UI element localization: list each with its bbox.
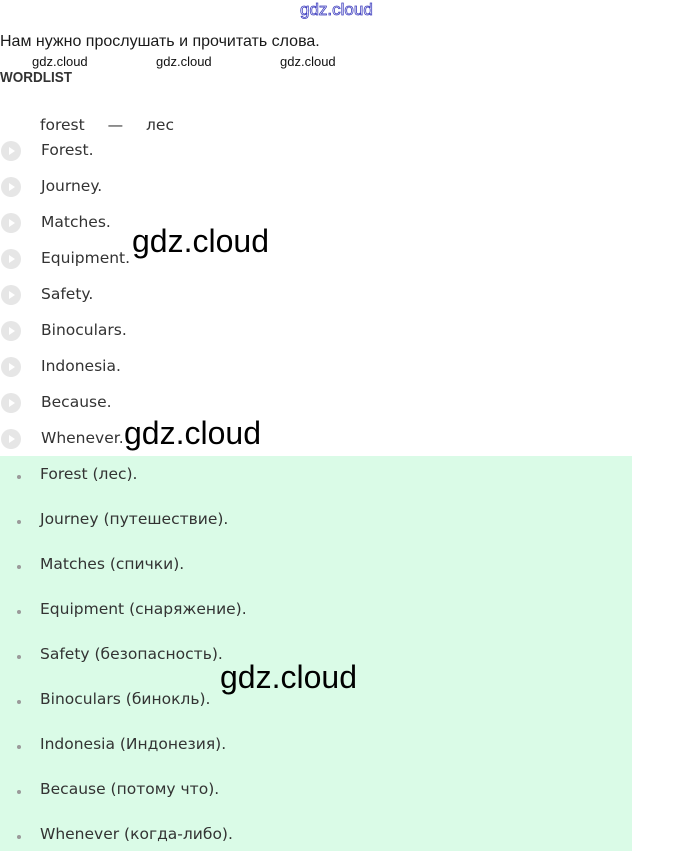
audio-word: Indonesia.: [41, 357, 121, 375]
bullet-icon: [17, 835, 21, 839]
watermark-small-1: gdz.cloud: [32, 54, 88, 69]
audio-word: Because.: [41, 393, 112, 411]
translation-text: Forest (лес).: [40, 465, 138, 483]
play-icon[interactable]: [1, 321, 21, 341]
play-icon[interactable]: [1, 213, 21, 233]
list-item: [0, 735, 632, 765]
wordlist-heading: WORDLIST: [0, 69, 72, 86]
watermark-large-3: gdz.cloud: [220, 659, 357, 695]
translation-text: Because (потому что).: [40, 780, 220, 798]
translation-text: Indonesia (Индонезия).: [40, 735, 227, 753]
bullet-icon: [17, 475, 21, 479]
translation-text: Binoculars (бинокль).: [40, 690, 211, 708]
bullet-icon: [17, 790, 21, 794]
play-icon[interactable]: [1, 357, 21, 377]
watermark-large-2: gdz.cloud: [124, 415, 261, 451]
play-icon[interactable]: [1, 429, 21, 449]
audio-row-equipment[interactable]: [0, 241, 640, 277]
bullet-icon: [17, 565, 21, 569]
translation-text: Safety (безопасность).: [40, 645, 223, 663]
translation-text: Journey (путешествие).: [40, 510, 229, 528]
translation-text: Matches (спички).: [40, 555, 185, 573]
audio-word: Equipment.: [41, 249, 131, 267]
audio-row-whenever[interactable]: [0, 421, 640, 457]
audio-word: Whenever.: [41, 429, 124, 447]
audio-word: Forest.: [41, 141, 94, 159]
watermark-small-2: gdz.cloud: [156, 54, 212, 69]
bullet-icon: [17, 700, 21, 704]
translation-text: Whenever (когда-либо).: [40, 825, 233, 843]
play-icon[interactable]: [1, 177, 21, 197]
audio-word-list: [0, 133, 640, 457]
bullet-icon: [17, 610, 21, 614]
answer-box: [0, 456, 632, 851]
play-icon[interactable]: [1, 141, 21, 161]
audio-word: Matches.: [41, 213, 111, 231]
watermark-top: gdz.cloud: [300, 0, 373, 19]
watermark-large-1: gdz.cloud: [132, 223, 269, 259]
list-item: [0, 780, 632, 810]
play-icon[interactable]: [1, 285, 21, 305]
bullet-icon: [17, 745, 21, 749]
play-icon[interactable]: [1, 393, 21, 413]
translation-text: Equipment (снаряжение).: [40, 600, 247, 618]
audio-row-matches[interactable]: [0, 205, 640, 241]
task-instruction: Нам нужно прослушать и прочитать слова.: [0, 33, 320, 50]
list-item: [0, 600, 632, 630]
audio-row-binoculars[interactable]: [0, 313, 640, 349]
audio-row-because[interactable]: [0, 385, 640, 421]
bullet-icon: [17, 655, 21, 659]
bullet-icon: [17, 520, 21, 524]
list-item: [0, 465, 632, 495]
audio-row-forest[interactable]: [0, 133, 640, 169]
watermark-small-3: gdz.cloud: [280, 54, 336, 69]
audio-row-indonesia[interactable]: [0, 349, 640, 385]
audio-row-safety[interactable]: [0, 277, 640, 313]
audio-word: Binoculars.: [41, 321, 127, 339]
list-item: [0, 510, 632, 540]
play-icon[interactable]: [1, 249, 21, 269]
audio-word: Journey.: [41, 177, 103, 195]
list-item: [0, 555, 632, 585]
audio-row-journey[interactable]: [0, 169, 640, 205]
audio-word: Safety.: [41, 285, 94, 303]
wordlist-partial-line: forest — лес: [40, 116, 174, 130]
